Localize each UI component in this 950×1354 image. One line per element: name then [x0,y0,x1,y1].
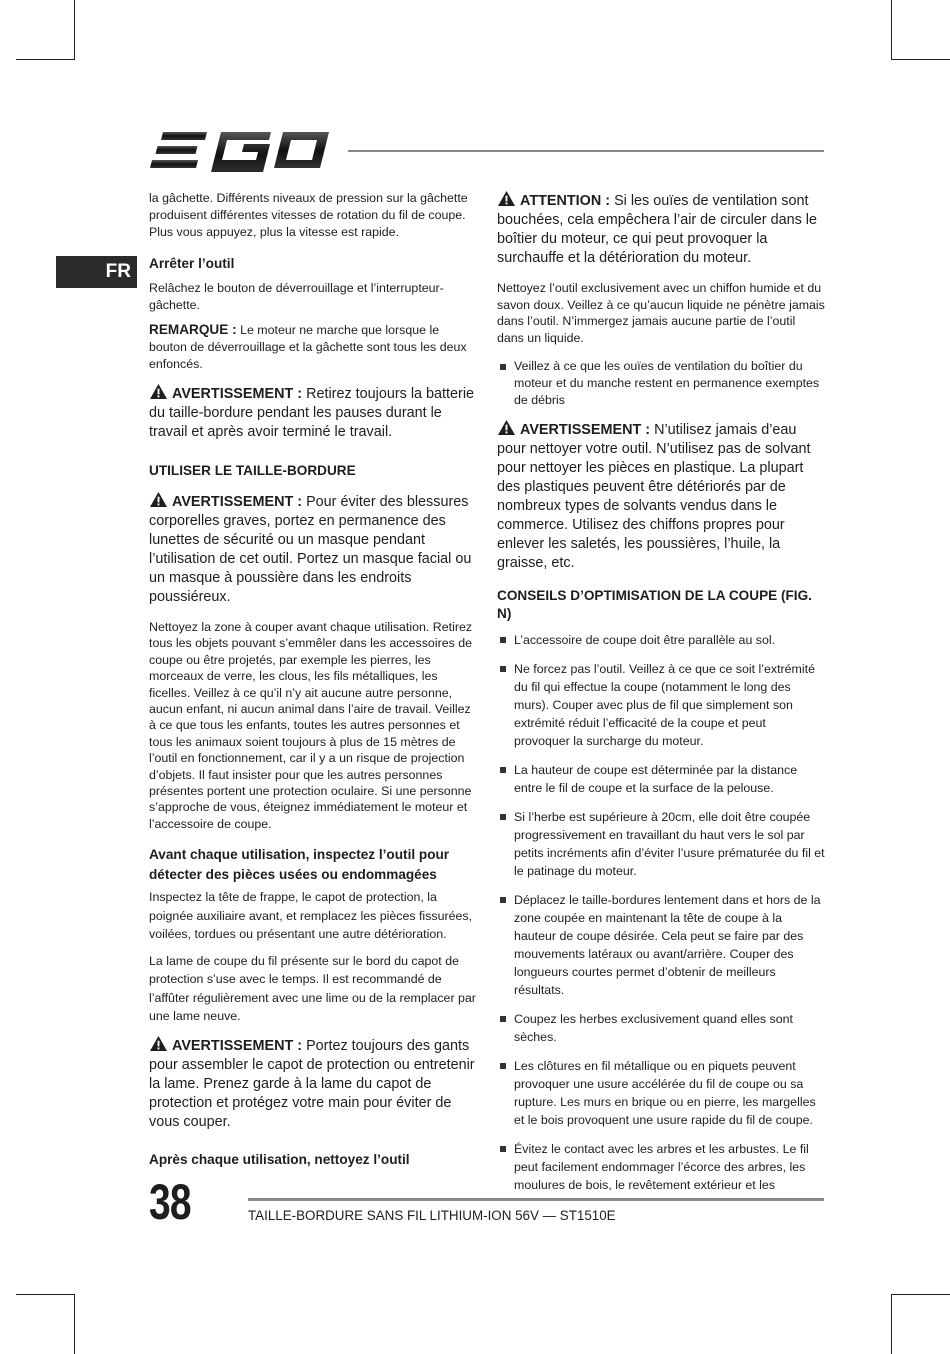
crop-mark [891,0,892,60]
warning-label: AVERTISSEMENT : [172,1037,303,1054]
list-item: Veillez à ce que les ouïes de ventilation du boîtier du moteur et du manche restent en permanence exemptes de débris [497,358,825,408]
attention-label: ATTENTION : [520,193,611,209]
crop-mark [74,0,75,60]
blade-paragraph: La lame de coupe du fil présente sur le bord du capot de protection s’use avec le temps. Il est recommandé de l’affûter régulièrement avec une lime ou de la remplacer par une lame neuve. [149,953,476,1024]
warning-text: Portez toujours des gants pour assembler le capot de protection ou entretenir la lame. Prenez garde à la lame du capot de protection et protégez votre main pour éviter de vous couper. [149,1037,475,1130]
list-item: Déplacez le taille-bordures lentement dans et hors de la zone coupée en maintenant la tête de coupe à la hauteur de coupe désirée. Cela peut se faire par des mouvements latéraux ou avant/arrière. Couper des longueurs courtes permet d’obtenir de meilleurs résultats. [497,891,825,999]
note-paragraph [149,321,477,373]
stop-paragraph: Relâchez le bouton de déverrouillage et l’interrupteur-gâchette. [149,281,444,312]
warning-label: AVERTISSEMENT : [172,386,303,402]
tips-list [497,631,825,1194]
warning-text: Retirez toujours la batterie du taille-bordure pendant les pauses durant le travail et après avoir terminé le travail. [149,386,475,440]
warning-icon [497,419,516,436]
warning-icon [497,190,516,207]
warning-gloves [149,1035,477,1132]
tips-heading: CONSEILS D’OPTIMISATION DE LA COUPE (FIG. N) [497,588,812,622]
list-item: Coupez les herbes exclusivement quand elles sont sèches. [497,1010,825,1046]
clean-area-paragraph: Nettoyez la zone à couper avant chaque utilisation. Retirez tous les objets pouvant s’emmêler dans les accessoires de coupe ou être projetés, par exemple les pierres, les morceaux de verre, les clous, les fils métalliques, les ficelles. Veillez à ce qu’il n’y ait aucune autre personne, aucun enfant, ni aucun animal dans l’aire de travail. Veillez à ce que tous les enfants, toutes les autres personnes et tous les animaux soient toujours à plus de 15 mètres de l’outil en fonctionnement, car il y a un risque de projection d’objets. Il faut insister pour que les autres personnes présentes portent une protection oculaire. Si une personne s’approche de vous, éteignez immédiatement le moteur et l’accessoire de coupe. [149,620,473,831]
crop-mark [891,1294,892,1354]
list-item: Évitez le contact avec les arbres et les arbustes. Le fil peut facilement endommager l’écorce des arbres, les moulures de bois, le revêtement extérieur et les [497,1140,825,1194]
list-item: L’accessoire de coupe doit être parallèle au sol. [497,631,825,649]
using-heading: UTILISER LE TAILLE-BORDURE [149,463,356,478]
attention-vents [497,190,825,268]
crop-mark [16,1294,74,1295]
note-label: REMARQUE : [149,322,237,337]
crop-mark [16,59,74,60]
stop-heading: Arrêter l’outil [149,256,235,271]
header-rule [348,150,824,152]
crop-mark [74,1294,75,1354]
left-column [149,190,477,1174]
ego-logo [150,128,332,172]
footer-rule [248,1198,824,1201]
warning-battery [149,383,477,442]
right-column [497,190,825,1206]
list-item: Si l’herbe est supérieure à 20cm, elle doit être coupée progressivement en travaillant du haut vers le sol par petits incréments afin d’éviter l’usure prématurée du fil et le patinage du moteur. [497,808,825,880]
footer-title: TAILLE-BORDURE SANS FIL LITHIUM-ION 56V — ST1510E [248,1208,616,1223]
inspect-paragraph: Inspectez la tête de frappe, le capot de protection, la poignée auxiliaire avant, et remplacez les pièces fissurées, voilées, tordues ou présentant une autre détérioration. [149,890,473,942]
inspect-heading: Avant chaque utilisation, inspectez l’outil pour détecter des pièces usées ou endommagées [149,847,450,883]
warning-eye-protection [149,491,477,607]
warning-no-water [497,419,825,573]
warning-label: AVERTISSEMENT : [172,494,303,510]
crop-mark [892,59,950,60]
warning-text: Pour éviter des blessures corporelles graves, portez en permanence des lunettes de sécurité ou un masque pendant l’utilisation de cet outil. Portez un masque facial ou un masque à poussière dans les endroits poussiéreux. [149,494,472,605]
warning-text: N’utilisez jamais d’eau pour nettoyer votre outil. N’utilisez pas de solvant pour nettoyer les pièces en plastique. La plupart des plastiques peuvent être détériorés par de nombreux types de solvants vendus dans le commerce. Utilisez des chiffons propres pour enlever les saletés, les poussières, l’huile, la graisse, etc. [497,422,811,572]
language-tab: FR [56,256,137,288]
warning-label: AVERTISSEMENT : [520,422,651,439]
vent-list [497,358,825,408]
clean-tool-paragraph: Nettoyez l’outil exclusivement avec un chiffon humide et du savon doux. Veillez à ce qu’aucun liquide ne pénètre jamais dans l’outil. N’immergez jamais aucune partie de l’outil dans un liquide. [497,281,825,345]
attention-text: Si les ouïes de ventilation sont bouchées, cela empêchera l’air de circuler dans le boîtier du moteur, ce qui peut provoquer la surchauffe et la détérioration du moteur. [497,193,817,266]
list-item: Les clôtures en fil métallique ou en piquets peuvent provoquer une usure accélérée du fil de coupe ou sa rupture. Les murs en brique ou en pierre, les margelles et le bois provoquent une usure rapide du fil de coupe. [497,1057,825,1129]
note-text: Le moteur ne marche que lorsque le bouton de déverrouillage et la gâchette sont tous les deux enfoncés. [149,323,467,371]
warning-icon [149,491,168,508]
list-item: Ne forcez pas l’outil. Veillez à ce que ce soit l’extrémité du fil qui effectue la coupe (notamment le long des murs). Couper avec plus de fil que simplement son extrémité réduit l’efficacité de la coupe et peut provoquer la surcharge du moteur. [497,660,825,750]
crop-mark [892,1294,950,1295]
after-use-heading: Après chaque utilisation, nettoyez l’outil [149,1151,410,1167]
list-item: La hauteur de coupe est déterminée par la distance entre le fil de coupe et la surface de la pelouse. [497,761,825,797]
warning-icon [149,1035,168,1052]
page-number: 38 [149,1174,191,1230]
warning-icon [149,383,168,400]
trigger-paragraph: la gâchette. Différents niveaux de pression sur la gâchette produisent différentes vitesses de rotation du fil de coupe. Plus vous appuyez, plus la vitesse est rapide. [149,191,468,239]
